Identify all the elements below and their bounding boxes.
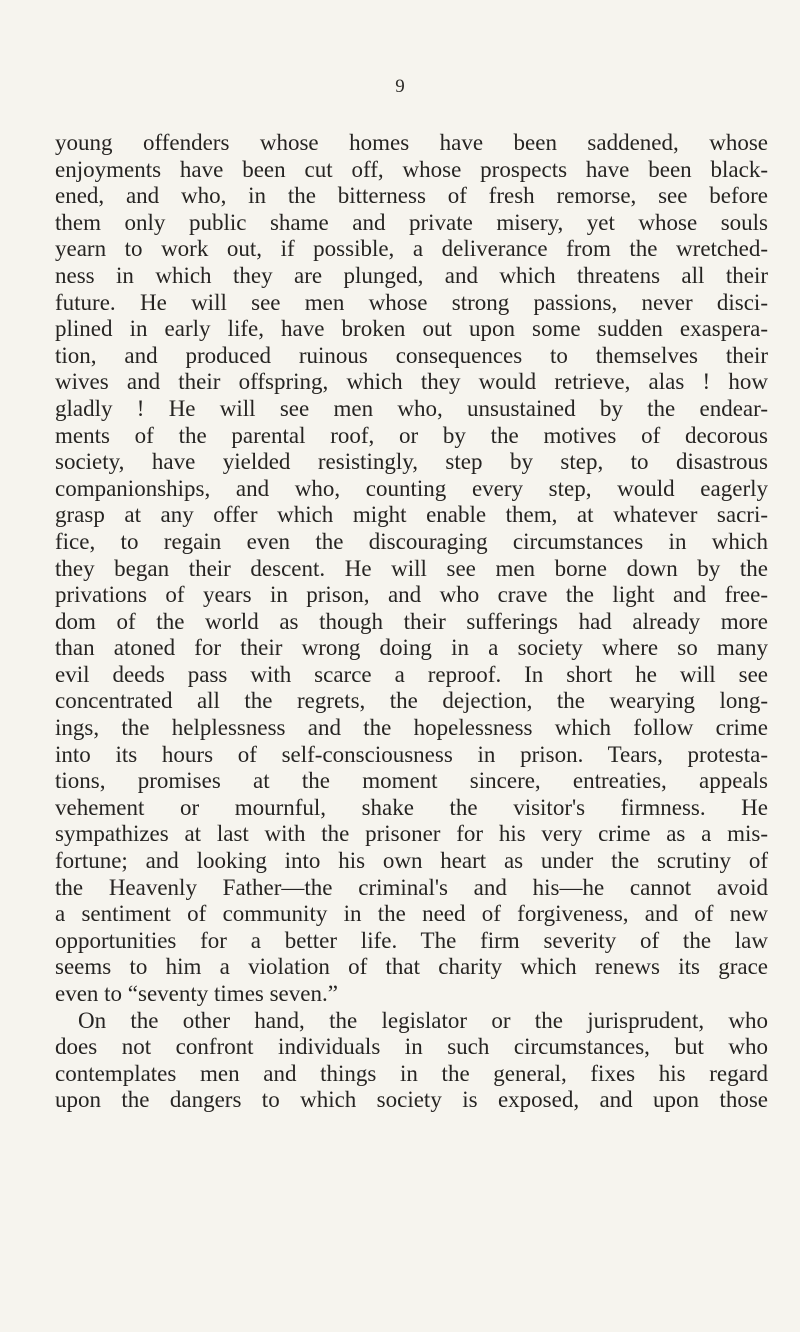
text-line: fortune; and looking into his own heart as under the scrutiny of xyxy=(55,848,768,874)
text-line: plined in early life, have broken out upon some sudden exaspera- xyxy=(55,316,768,342)
text-line: ings, the helplessness and the hopelessness which follow crime xyxy=(55,715,768,741)
text-line: concentrated all the regrets, the dejection, the wearying long- xyxy=(55,688,768,714)
text-line: they began their descent. He will see men borne down by the xyxy=(55,555,768,581)
text-line: yearn to work out, if possible, a deliverance from the wretched- xyxy=(55,236,768,262)
body-text xyxy=(55,130,768,1114)
text-line: sympathizes at last with the prisoner for his very crime as a mis- xyxy=(55,821,768,847)
text-line: wives and their offspring, which they would retrieve, alas ! how xyxy=(55,369,768,395)
text-line: enjoyments have been cut off, whose prospects have been black- xyxy=(55,156,768,182)
text-line: On the other hand, the legislator or the jurisprudent, who xyxy=(78,1007,768,1033)
page-number: 9 xyxy=(395,76,405,97)
text-line: grasp at any offer which might enable them, at whatever sacri- xyxy=(55,502,768,528)
text-line: future. He will see men whose strong passions, never disci- xyxy=(55,289,768,315)
text-line: a sentiment of community in the need of forgiveness, and of new xyxy=(55,901,768,927)
text-line: the Heavenly Father—the criminal's and his—he cannot avoid xyxy=(55,874,768,900)
text-line: tions, promises at the moment sincere, entreaties, appeals xyxy=(55,768,768,794)
text-line: tion, and produced ruinous consequences to themselves their xyxy=(55,342,768,368)
text-line: ness in which they are plunged, and which threatens all their xyxy=(55,262,768,288)
text-line: evil deeds pass with scarce a reproof. In short he will see xyxy=(55,661,768,687)
text-line: contemplates men and things in the general, fixes his regard xyxy=(55,1060,768,1086)
text-line: upon the dangers to which society is exposed, and upon those xyxy=(55,1087,768,1113)
text-line: privations of years in prison, and who crave the light and free- xyxy=(55,582,768,608)
text-line: dom of the world as though their sufferings had already more xyxy=(55,608,768,634)
text-line: even to “seventy times seven.” xyxy=(55,981,338,1006)
text-line: than atoned for their wrong doing in a society where so many xyxy=(55,635,768,661)
text-line: society, have yielded resistingly, step by step, to disastrous xyxy=(55,449,768,475)
text-line: into its hours of self-consciousness in prison. Tears, protesta- xyxy=(55,741,768,767)
text-line: gladly ! He will see men who, unsustained by the endear- xyxy=(55,395,768,421)
text-line: ened, and who, in the bitterness of fresh remorse, see before xyxy=(55,183,768,209)
text-line: fice, to regain even the discouraging circumstances in which xyxy=(55,528,768,554)
text-line: vehement or mournful, shake the visitor's firmness. He xyxy=(55,794,768,820)
text-line: ments of the parental roof, or by the motives of decorous xyxy=(55,422,768,448)
text-line: them only public shame and private misery, yet whose souls xyxy=(55,209,768,235)
text-line: opportunities for a better life. The firm severity of the law xyxy=(55,927,768,953)
text-line: does not confront individuals in such circumstances, but who xyxy=(55,1034,768,1060)
text-line: companionships, and who, counting every step, would eagerly xyxy=(55,475,768,501)
text-line: seems to him a violation of that charity which renews its grace xyxy=(55,954,768,980)
text-line: young offenders whose homes have been saddened, whose xyxy=(55,130,768,155)
